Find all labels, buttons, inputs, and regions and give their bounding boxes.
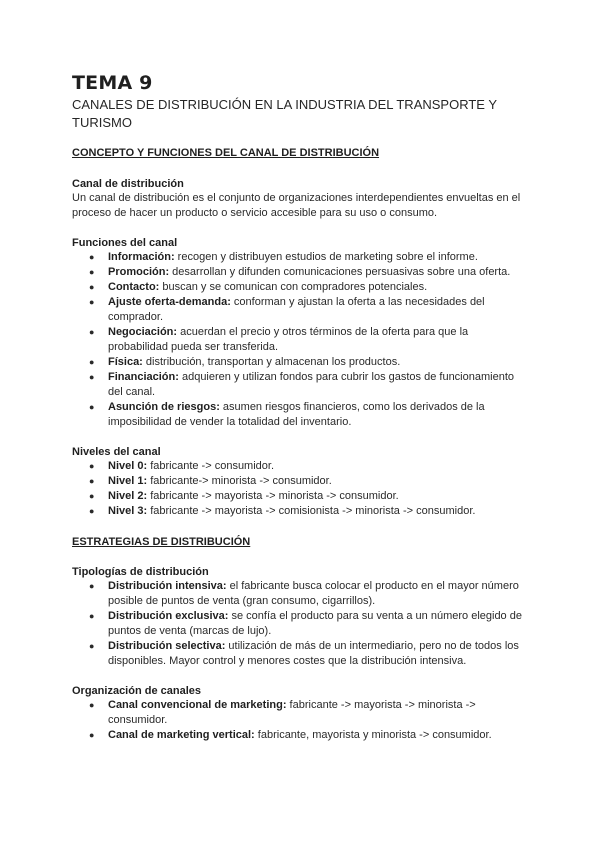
list-item-term: Nivel 0:: [108, 460, 148, 472]
list-item: [72, 579, 528, 609]
list-item-term: Negociación:: [108, 326, 178, 338]
list-item-text: conforman y ajustan la oferta a las necesidades del comprador.: [108, 296, 485, 323]
list-item-term: Distribución selectiva:: [108, 640, 226, 652]
niveles-list: [72, 459, 528, 519]
list-item-text: buscan y se comunican con compradores potenciales.: [159, 281, 428, 293]
list-item-term: Nivel 1:: [108, 475, 148, 487]
list-item: [72, 698, 528, 728]
list-item-text: fabricante -> mayorista -> minorista -> consumidor.: [108, 699, 476, 726]
document-subtitle: CANALES DE DISTRIBUCIÓN EN LA INDUSTRIA DEL TRANSPORTE Y TURISMO: [72, 97, 497, 130]
bullet-icon: ●: [89, 641, 95, 651]
bullet-icon: ●: [89, 402, 95, 412]
list-item-term: Nivel 3:: [108, 505, 148, 517]
canal-distribucion-text: Un canal de distribución es el conjunto de organizaciones interdependientes envueltas en el proceso de hacer un producto o servicio accesible para su uso o consumo.: [72, 192, 521, 219]
niveles-heading: Niveles del canal: [72, 446, 161, 458]
list-item: [72, 250, 528, 265]
bullet-icon: ●: [89, 476, 95, 486]
bullet-icon: ●: [89, 730, 95, 740]
list-item-term: Financiación:: [108, 371, 179, 383]
list-item: [72, 489, 528, 504]
list-item-term: Nivel 2:: [108, 490, 148, 502]
list-item-text: fabricante, mayorista y minorista -> consumidor.: [254, 729, 492, 741]
list-item-text: distribución, transportan y almacenan los productos.: [142, 356, 401, 368]
list-item-term: Información:: [108, 251, 175, 263]
list-item-text: desarrollan y difunden comunicaciones persuasivas sobre una oferta.: [169, 266, 511, 278]
list-item: [72, 355, 528, 370]
list-item: [72, 280, 528, 295]
funciones-heading: Funciones del canal: [72, 237, 178, 249]
bullet-icon: ●: [89, 252, 95, 262]
list-item-term: Contacto:: [108, 281, 160, 293]
list-item-text: acuerdan el precio y otros términos de la oferta para que la probabilidad pueda ser transferida.: [108, 326, 469, 353]
list-item: [72, 459, 528, 474]
bullet-icon: ●: [89, 297, 95, 307]
list-item-text: fabricante -> consumidor.: [147, 460, 275, 472]
list-item-term: Canal de marketing vertical:: [108, 729, 255, 741]
section-heading-concepto: CONCEPTO Y FUNCIONES DEL CANAL DE DISTRIBUCIÓN: [72, 147, 380, 159]
list-item: [72, 639, 528, 669]
list-item-text: adquieren y utilizan fondos para cubrir los gastos de funcionamiento del canal.: [108, 371, 514, 398]
list-item: [72, 728, 528, 743]
bullet-icon: ●: [89, 581, 95, 591]
document-page: [72, 72, 528, 743]
list-item: [72, 370, 528, 400]
organizacion-list: [72, 698, 528, 743]
list-item: [72, 504, 528, 519]
list-item-text: recogen y distribuyen estudios de marketing sobre el informe.: [174, 251, 478, 263]
list-item-term: Asunción de riesgos:: [108, 401, 220, 413]
list-item-text: utilización de más de un intermediario, pero no de todos los disponibles. Mayor control y menores costes que la distribución intensiva.: [108, 640, 519, 667]
list-item: [72, 265, 528, 280]
list-item-text: asumen riesgos financieros, como los derivados de la imposibilidad de vender la totalidad del inventario.: [108, 401, 485, 428]
list-item: [72, 295, 528, 325]
list-item-term: Distribución exclusiva:: [108, 610, 229, 622]
bullet-icon: ●: [89, 506, 95, 516]
list-item-term: Física:: [108, 356, 143, 368]
canal-distribucion-heading: Canal de distribución: [72, 178, 184, 190]
bullet-icon: ●: [89, 491, 95, 501]
bullet-icon: ●: [89, 327, 95, 337]
list-item-term: Ajuste oferta-demanda:: [108, 296, 231, 308]
list-item-text: fabricante -> mayorista -> minorista -> consumidor.: [147, 490, 399, 502]
bullet-icon: ●: [89, 267, 95, 277]
list-item: [72, 325, 528, 355]
list-item-term: Promoción:: [108, 266, 170, 278]
tipologias-list: [72, 579, 528, 669]
bullet-icon: ●: [89, 611, 95, 621]
list-item: [72, 400, 528, 430]
bullet-icon: ●: [89, 357, 95, 367]
list-item-term: Canal convencional de marketing:: [108, 699, 287, 711]
list-item-text: el fabricante busca colocar el producto en el mayor número posible de puntos de venta (gran consumo, cigarrillos).: [108, 580, 519, 607]
tipologias-heading: Tipologías de distribución: [72, 566, 209, 578]
section-heading-estrategias: ESTRATEGIAS DE DISTRIBUCIÓN: [72, 536, 251, 548]
funciones-list: [72, 250, 528, 430]
list-item-text: se confía el producto para su venta a un número elegido de puntos de venta (marcas de lujo).: [108, 610, 522, 637]
organizacion-heading: Organización de canales: [72, 685, 201, 697]
document-title: TEMA 9: [72, 72, 153, 94]
bullet-icon: ●: [89, 700, 95, 710]
list-item-text: fabricante-> minorista -> consumidor.: [147, 475, 332, 487]
bullet-icon: ●: [89, 282, 95, 292]
list-item-term: Distribución intensiva:: [108, 580, 227, 592]
list-item: [72, 609, 528, 639]
bullet-icon: ●: [89, 461, 95, 471]
list-item-text: fabricante -> mayorista -> comisionista -> minorista -> consumidor.: [147, 505, 476, 517]
list-item: [72, 474, 528, 489]
bullet-icon: ●: [89, 372, 95, 382]
